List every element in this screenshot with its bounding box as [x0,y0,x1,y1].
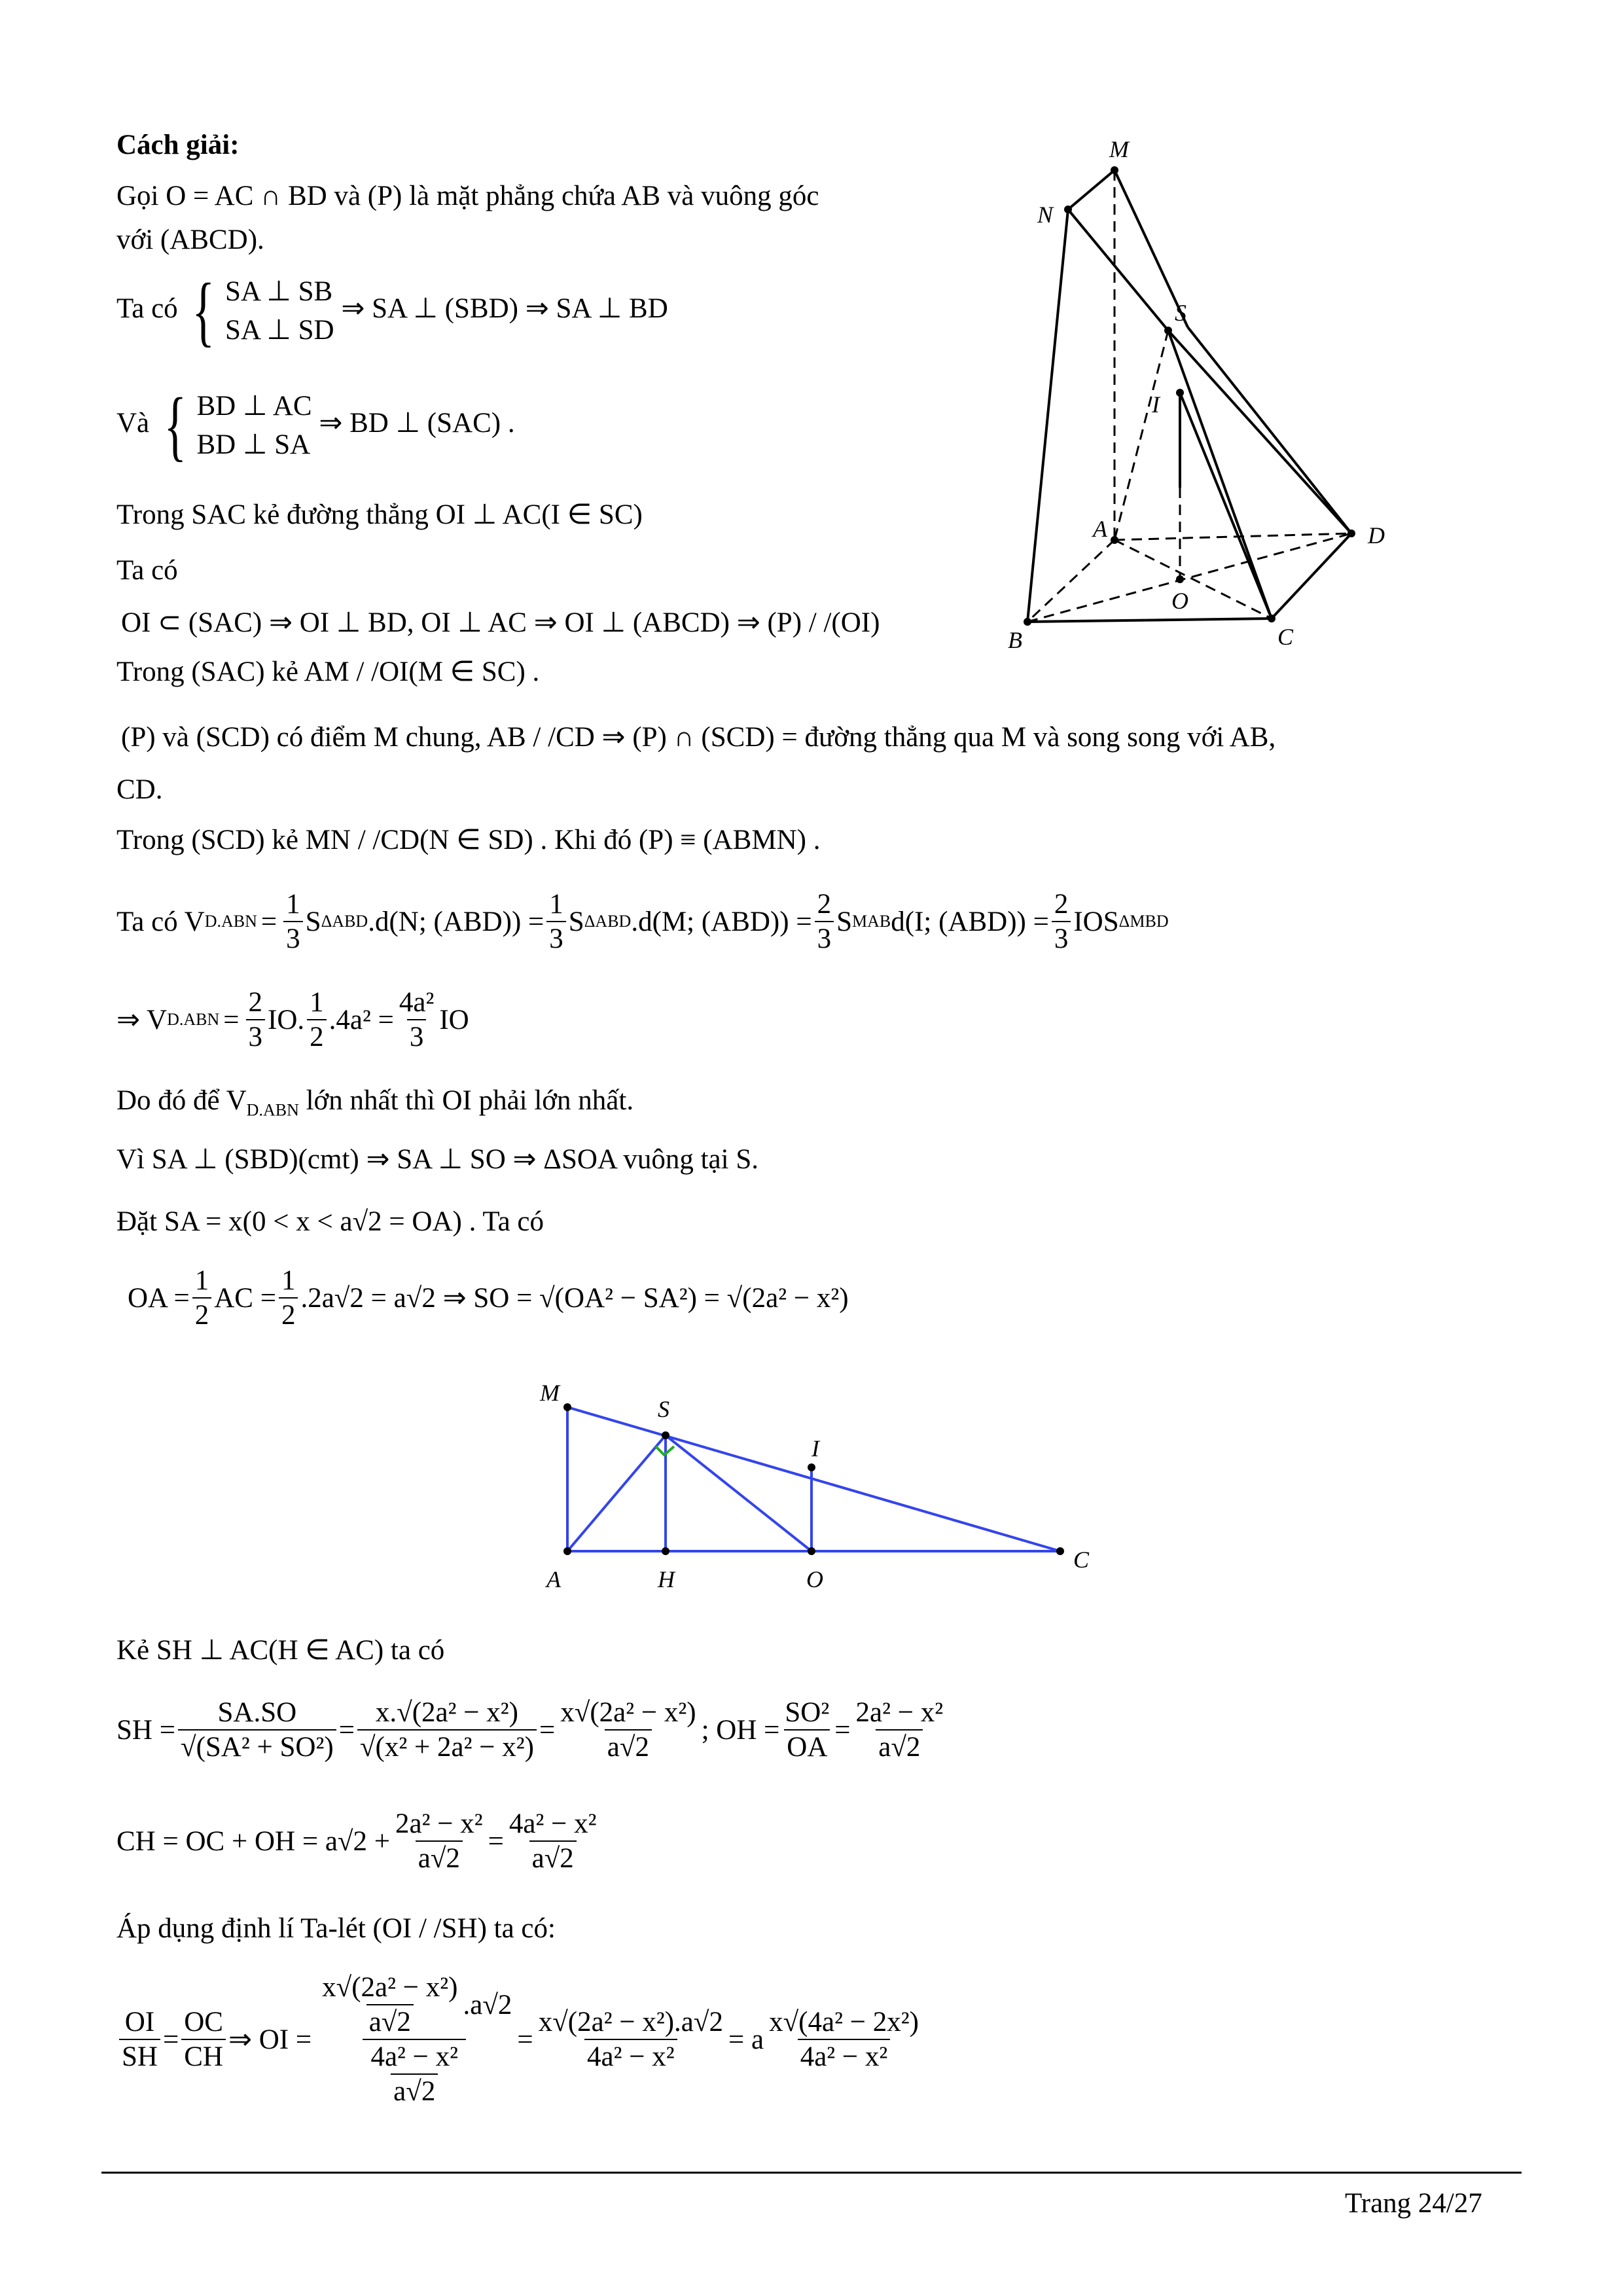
fraction: $\frac{\text{x.√(2a² − x²)}}{\text{√(x² + 2a² − x²)}}$ [357,1698,537,1761]
text-line-21: Áp dụng định lí Ta-lét (OI / /SH) ta có: [116,1913,556,1944]
label-O: O [806,1566,823,1592]
system-2-result: ⇒ BD ⊥ (SAC) . [319,407,515,439]
label-M: M [1109,136,1129,162]
label-I: I [1152,391,1160,418]
system-2-row-2: BD ⊥ SA [196,429,311,460]
fraction: $\frac{\text{2a² − x²}}{a√2}$ [395,1808,483,1874]
brace-icon: { [192,267,215,354]
pyramid-figure [995,131,1414,668]
system-1-prefix: Ta có [116,293,178,324]
vol-prefix: Ta có V [116,906,205,937]
fraction: $\frac{1}{3}$ [283,890,303,953]
label-A: A [546,1566,561,1592]
fraction: $\frac{1}{3}$ [546,890,566,953]
vol-sub: D.ABN [204,912,257,931]
label-N: N [1037,202,1054,228]
vol2-prefix: ⇒ V [116,1004,168,1035]
vol2-sub: D.ABN [167,1010,220,1029]
label-C: C [1277,624,1294,650]
label-S: S [1175,300,1186,326]
fraction: $\frac{\text{x√(4a² − 2x²)}}{\text{4a² − x²}}$ [769,2007,919,2072]
fraction: $\frac{1}{2}$ [307,988,327,1051]
compound-fraction: $\frac{\text{x√(2a² − x²)}}{a√2}$ .a√2 $\frac{\text{4a² − x²}}{a√2}$ [314,1973,514,2106]
fraction: $\frac{\text{x√(2a² − x²).a√2}}{\text{4a² − x²}}$ [538,2007,723,2072]
label-A: A [1093,516,1107,542]
label-I: I [812,1435,819,1462]
fraction: $\frac{2}{3}$ [246,988,266,1051]
volume-formula: Ta có V D.ABN = $\frac{1}{3}$ S ΔABD .d(N; (ABD)) = $\frac{1}{3}$ S ΔABD .d(M; (ABD)) = $\frac{2}{3}$ S MAB d(I; (ABD)) = $\frac{2}{3}$ IOS ΔMBD [116,889,1169,954]
label-O: O [1171,588,1188,614]
text-line-8: Trong (SAC) kẻ AM / /OI(M ∈ SC) . [116,656,540,687]
fraction: $\frac{2}{3}$ [1052,890,1071,953]
fraction: $\frac{1}{2}$ [192,1266,212,1329]
text-line-11: Trong (SCD) kẻ MN / /CD(N ∈ SD) . Khi đó (P) ≡ (ABMN) . [116,825,821,855]
sh-formula: SH = $\frac{SA.SO}{\text{√(SA² + SO²)}}$ = $\frac{\text{x.√(2a² − x²)}}{\text{√(x² + 2a² − x²)}}$ = $\frac{\text{x√(2a² − x²)}}{a√2}$ ; OH = $\frac{\text{SO²}}{OA}$ = $\frac{\text{2a² − x²}}{a√2}$ [116,1698,948,1761]
fraction: $\frac{OI}{SH}$ [119,2008,160,2071]
text-line-10: CD. [116,774,163,805]
label-S: S [658,1396,669,1422]
fraction: $\frac{\text{x√(2a² − x²)}}{a√2}$ [322,1972,458,2037]
fraction: $\frac{2}{3}$ [815,890,834,953]
text-line-15: Vì SA ⊥ (SBD)(cmt) ⇒ SA ⊥ SO ⇒ ΔSOA vuông tại S. [116,1144,758,1175]
label-C: C [1073,1547,1090,1573]
solution-heading: Cách giải: [116,130,240,160]
system-block-1 [116,267,668,354]
cross-section-figure [524,1365,1113,1607]
fraction: $\frac{\text{4a² − x²}}{a√2}$ [508,1808,597,1874]
text-line-7: OI ⊂ (SAC) ⇒ OI ⊥ BD, OI ⊥ AC ⇒ OI ⊥ (ABCD) ⇒ (P) / /(OI) [121,607,880,638]
text-line-1: Gọi O = AC ∩ BD và (P) là mặt phẳng chứa AB và vuông góc [116,181,819,211]
system-1-result: ⇒ SA ⊥ (SBD) ⇒ SA ⊥ BD [341,293,668,324]
label-M: M [540,1380,560,1406]
label-H: H [658,1566,675,1592]
system-1 [185,267,334,354]
text-line-9: (P) và (SCD) có điểm M chung, AB / /CD ⇒ (P) ∩ (SCD) = đường thẳng qua M và song song với AB, [121,722,1276,753]
system-1-row-2: SA ⊥ SD [225,315,334,346]
text-line-16: Đặt SA = x(0 < x < a√2 = OA) . Ta có [116,1206,544,1237]
text-line-5: Trong SAC kẻ đường thẳng OI ⊥ AC(I ∈ SC) [116,499,643,530]
oa-formula: OA = $\frac{1}{2}$ AC = $\frac{1}{2}$ .2a√2 = a√2 ⇒ SO = √(OA² − SA²) = √(2a² − x²) [128,1265,849,1331]
oi-formula: $\frac{OI}{SH}$ = $\frac{OC}{CH}$ ⇒ OI = $\frac{\text{x√(2a² − x²)}}{a√2}$ .a√2 $\frac{\text{4a² − x²}}{a√2}$ = $\frac{\text{x√(2a² − x²).a√2}}{\text{4a² − x²}}$ = a $\frac{\text{x√(4a² − 2x²)}}{\text{4a² − x²}}$ [116,1973,924,2106]
system-1-row-1: SA ⊥ SB [225,276,333,307]
ch-formula: CH = OC + OH = a√2 + $\frac{\text{2a² − x²}}{a√2}$ = $\frac{\text{4a² − x²}}{a√2}$ [116,1810,602,1873]
system-2 [156,382,312,469]
fraction: $\frac{\text{4a²}}{3}$ [399,987,435,1052]
brace-icon: { [164,382,187,469]
text-line-14: Do đó để $V_{D.ABN}$ lớn nhất thì OI phải lớn nhất. [116,1085,634,1120]
fraction: $\frac{OC}{CH}$ [181,2008,226,2071]
fraction: $\frac{\text{SO²}}{OA}$ [785,1697,830,1763]
text-line-6: Ta có [116,555,178,586]
text-line-18: Kẻ SH ⊥ AC(H ∈ AC) ta có [116,1635,445,1666]
fraction: $\frac{SA.SO}{\text{√(SA² + SO²)}}$ [178,1698,336,1761]
label-B: B [1008,627,1022,653]
page-number: Trang 24/27 [1345,2188,1482,2219]
text-line-2: với (ABCD). [116,224,264,255]
volume-result: ⇒ V D.ABN = $\frac{2}{3}$ IO. $\frac{1}{2}$ .4a² = $\frac{\text{4a²}}{3}$ IO [116,987,469,1052]
fraction: $\frac{\text{4a² − x²}}{a√2}$ [370,2041,459,2107]
footer-rule [101,2172,1522,2174]
fraction: $\frac{\text{x√(2a² − x²)}}{a√2}$ [560,1697,696,1763]
system-block-2 [116,382,515,469]
label-D: D [1368,522,1385,548]
system-2-prefix: Và [116,407,150,439]
fraction: $\frac{1}{2}$ [279,1266,298,1329]
system-2-row-1: BD ⊥ AC [196,391,312,422]
fraction: $\frac{\text{2a² − x²}}{a√2}$ [855,1697,944,1763]
